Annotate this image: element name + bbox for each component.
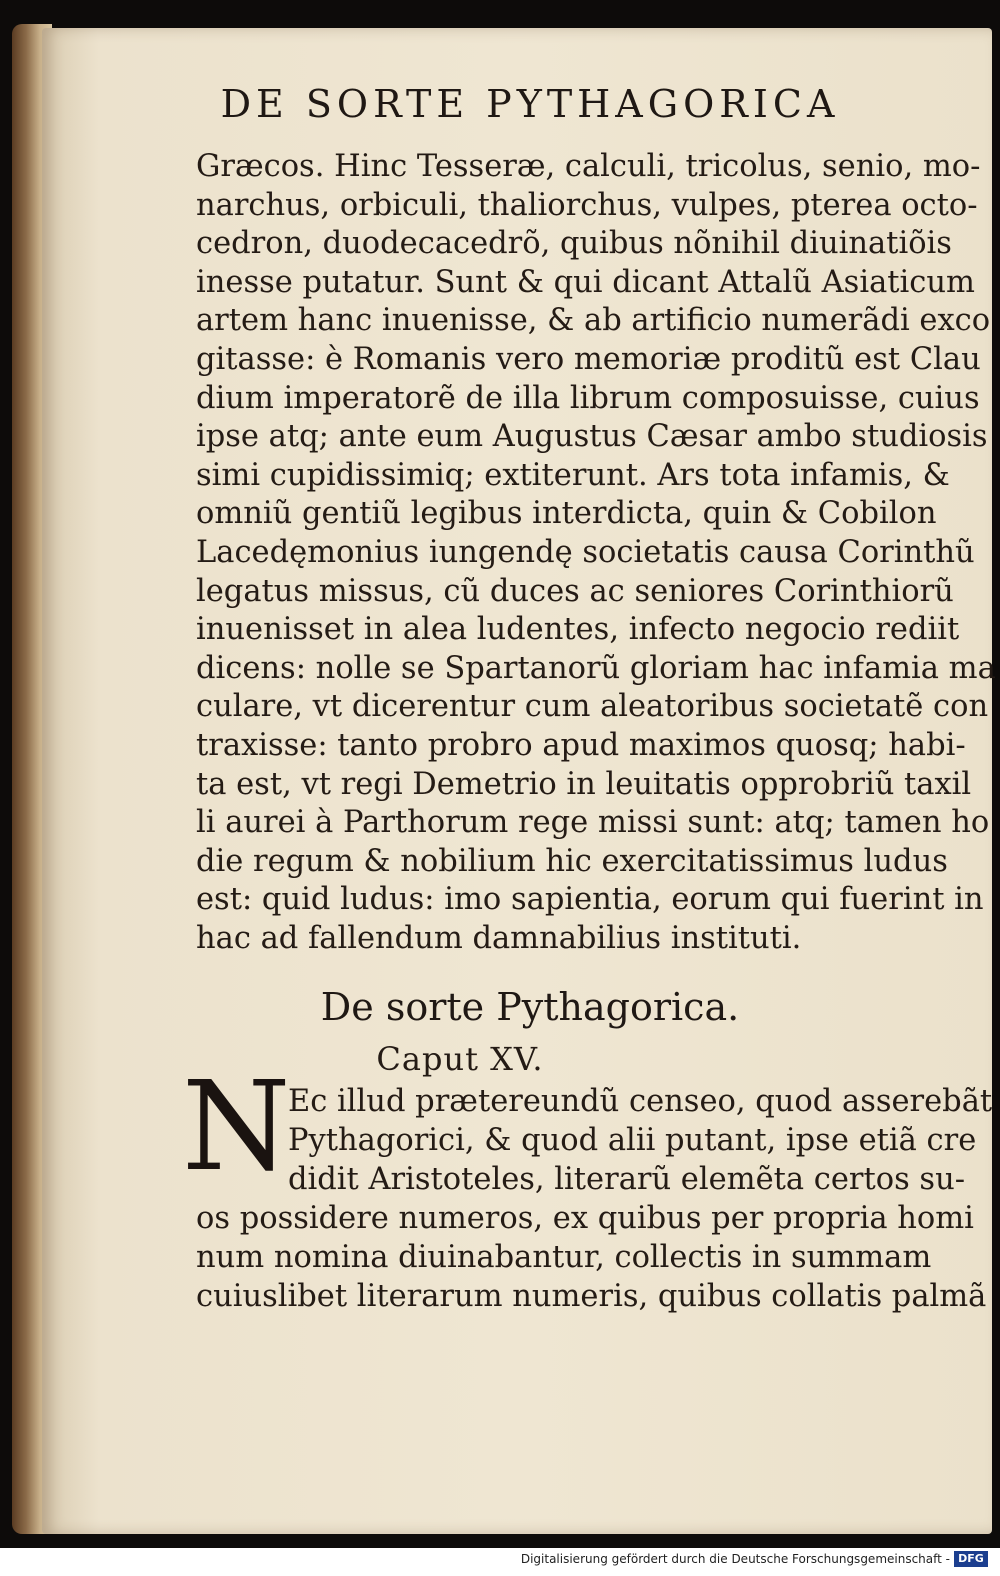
text-line: ta est, vt regi Demetrio in leuitatis opprobriũ taxil [196,766,972,802]
footer-credit: Digitalisierung gefördert durch die Deutsche Forschungsgemeinschaft - [520,1552,950,1566]
text-line: artem hanc inuenisse, & ab artificio numerãdi exco [196,303,991,339]
text-line: num nomina diuinabantur, collectis in summam [196,1240,932,1275]
text-line: traxisse: tanto probro apud maximos quosq; habi- [196,727,966,763]
text-line: simi cupidissimiq; extiterunt. Ars tota infamis, & [196,457,950,493]
text-line: Pythagorici, & quod alii putant, ipse etiã cre [288,1123,977,1158]
text-line: li aurei à Parthorum rege missi sunt: atq; tamen ho [196,805,990,841]
text-line: didit Aristoteles, literarũ elemẽta certos su- [288,1162,966,1197]
text-line: culare, vt dicerentur cum aleatoribus societatẽ con [196,689,989,725]
chapter-title: De sorte Pythagorica. [320,985,740,1029]
text-line: gitasse: è Romanis vero memoriæ proditũ est Clau [196,341,981,377]
text-line: cuiuslibet literarum numeris, quibus collatis palmã [196,1279,987,1314]
running-head: DE SORTE PYTHAGORICA [220,82,840,126]
text-line: dium imperatorẽ de illa librum composuisse, cuius [196,380,980,416]
text-line: omniũ gentiũ legibus interdicta, quin & Cobilon [196,496,937,532]
text-line: Ec illud prætereundũ censeo, quod asserebãt [288,1084,993,1119]
text-line: die regum & nobilium hic exercitatissimus ludus [196,843,948,879]
text-line: inesse putatur. Sunt & qui dicant Attalũ Asiaticum [196,264,975,300]
text-line: ipse atq; ante eum Augustus Cæsar ambo studiosis [196,419,988,455]
text-line: os possidere numeros, ex quibus per propria homi [196,1201,974,1236]
text-line: dicens: nolle se Spartanorũ gloriam hac infamia ma [196,650,996,686]
text-line: hac ad fallendum damnabilius instituti. [196,920,802,956]
body-text [196,148,996,958]
text-line: Græcos. Hinc Tesseræ, calculi, tricolus, senio, mo- [196,149,981,184]
decorated-initial: N [182,1055,291,1199]
text-line: est: quid ludus: imo sapientia, eorum qui fuerint in [196,882,984,918]
scan-background-top [0,0,1000,26]
chapter-number: Caput XV. [376,1040,544,1078]
text-line: cedron, duodecacedrõ, quibus nõnihil diuinatiõis [196,226,952,262]
text-line: inuenisset in alea ludentes, infecto negocio rediit [196,612,960,648]
dfg-logo: DFG [954,1551,988,1567]
text-line: narchus, orbiculi, thaliorchus, vulpes, pterea octo- [196,187,978,223]
text-line: Lacedęmonius iungendę societatis causa Corinthũ [196,534,975,570]
text-line: legatus missus, cũ duces ac seniores Corinthiorũ [196,573,954,609]
chapter-text [196,1082,993,1316]
